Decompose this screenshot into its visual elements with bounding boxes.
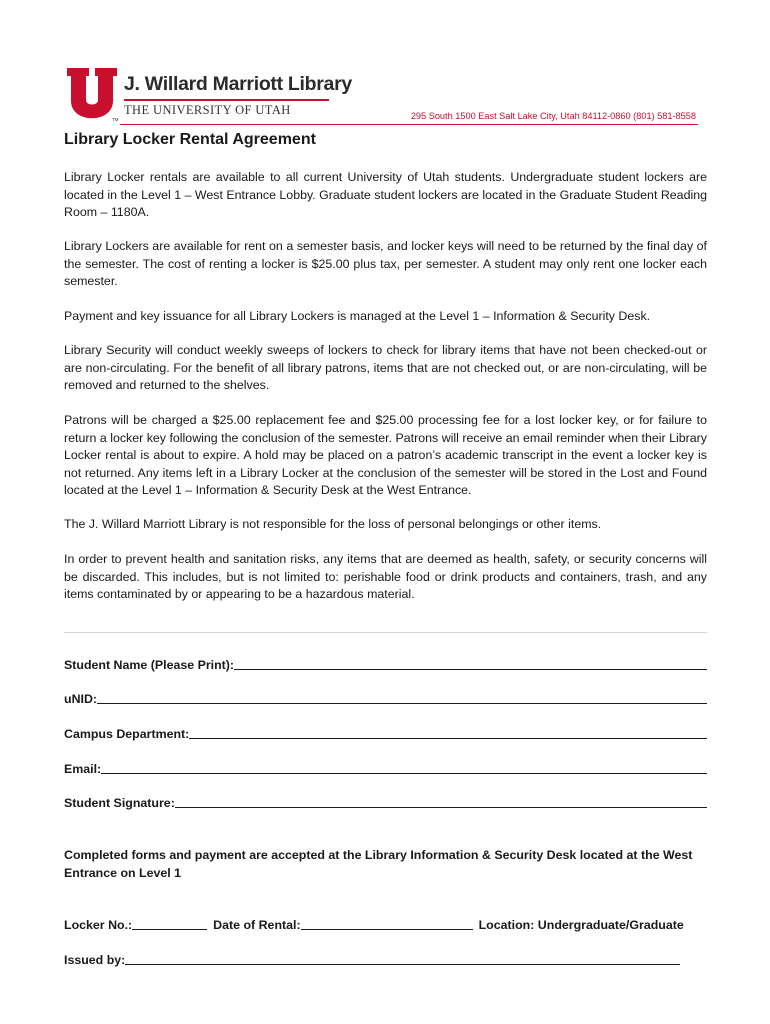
email-field[interactable] xyxy=(64,760,707,776)
page-title: Library Locker Rental Agreement xyxy=(64,131,316,148)
campus-department-line[interactable] xyxy=(189,738,707,739)
unid-label: uNID: xyxy=(64,692,98,706)
email-line[interactable] xyxy=(101,773,707,774)
brand-divider xyxy=(124,99,329,101)
student-name-label: Student Name (Please Print): xyxy=(64,658,235,672)
office-use-row xyxy=(64,916,707,932)
university-u-logo xyxy=(67,68,117,120)
locker-no-label: Locker No.: xyxy=(64,918,133,932)
paragraph-payment: Payment and key issuance for all Library Lockers is managed at the Level 1 – Information & Security Desk. xyxy=(64,309,651,323)
locker-no-line[interactable] xyxy=(132,929,207,930)
location-label: Location: Undergraduate/Graduate xyxy=(478,918,684,932)
header-divider xyxy=(120,124,698,125)
date-of-rental-line[interactable] xyxy=(301,929,473,930)
paragraph-security-sweeps: Library Security will conduct weekly sweeps of lockers to check for library items that have not been checked-out or are non-circulating. For the benefit of all library patrons, items that are not checked out, or are non-circulating, will be removed and returned to the shelves. xyxy=(64,343,707,392)
library-name: J. Willard Marriott Library xyxy=(124,73,352,95)
unid-field[interactable] xyxy=(64,690,707,706)
unid-line[interactable] xyxy=(97,703,707,704)
university-name: THE UNIVERSITY OF UTAH xyxy=(124,103,291,117)
date-of-rental-label: Date of Rental: xyxy=(213,918,301,932)
student-signature-label: Student Signature: xyxy=(64,796,175,810)
issued-by-label: Issued by: xyxy=(64,953,126,967)
section-divider xyxy=(64,632,707,633)
paragraph-rental-terms: Library Lockers are available for rent on a semester basis, and locker keys will need to be returned by the final day of the semester. The cost of renting a locker is $25.00 plus tax, per semester. A student may only rent one locker each semester. xyxy=(64,239,707,288)
paragraph-locker-locations: Library Locker rentals are available to all current University of Utah students. Undergraduate student lockers are located in the Level 1 – West Entrance Lobby. Graduate student lockers are located in the Graduate Student Reading Room – 1180A. xyxy=(64,170,707,219)
paragraph-health-risks: In order to prevent health and sanitation risks, any items that are deemed as health, safety, or security concerns will be discarded. This includes, but is not limited to: perishable food or drink products and containers, trash, and any items contaminated by or appearing to be a hazardous material. xyxy=(64,552,707,601)
email-label: Email: xyxy=(64,762,102,776)
issued-by-field[interactable] xyxy=(64,951,707,967)
issued-by-line[interactable] xyxy=(125,964,680,965)
submission-note: Completed forms and payment are accepted at the Library Information & Security Desk located at the West Entrance on Level 1 xyxy=(64,848,693,880)
trademark-mark: TM xyxy=(112,117,119,122)
campus-department-field[interactable] xyxy=(64,725,707,741)
paragraph-liability: The J. Willard Marriott Library is not responsible for the loss of personal belongings or other items. xyxy=(64,517,602,531)
student-signature-line[interactable] xyxy=(175,807,707,808)
campus-department-label: Campus Department: xyxy=(64,727,190,741)
student-name-field[interactable] xyxy=(64,656,707,672)
student-name-line[interactable] xyxy=(234,669,707,670)
library-address: 295 South 1500 East Salt Lake City, Utah 84112-0860 (801) 581-8558 xyxy=(410,111,696,121)
student-signature-field[interactable] xyxy=(64,794,707,810)
paragraph-fees: Patrons will be charged a $25.00 replacement fee and $25.00 processing fee for a lost locker key, or for failure to return a locker key following the conclusion of the semester. Patrons will receive an email reminder when their Library Locker rental is about to expire. A hold may be placed on a patron’s academic transcript in the event a locker key is not returned. Any items left in a Library Locker at the conclusion of the semester will be stored in the Lost and Found located at the Level 1 – Information & Security Desk at the West Entrance. xyxy=(64,413,707,497)
